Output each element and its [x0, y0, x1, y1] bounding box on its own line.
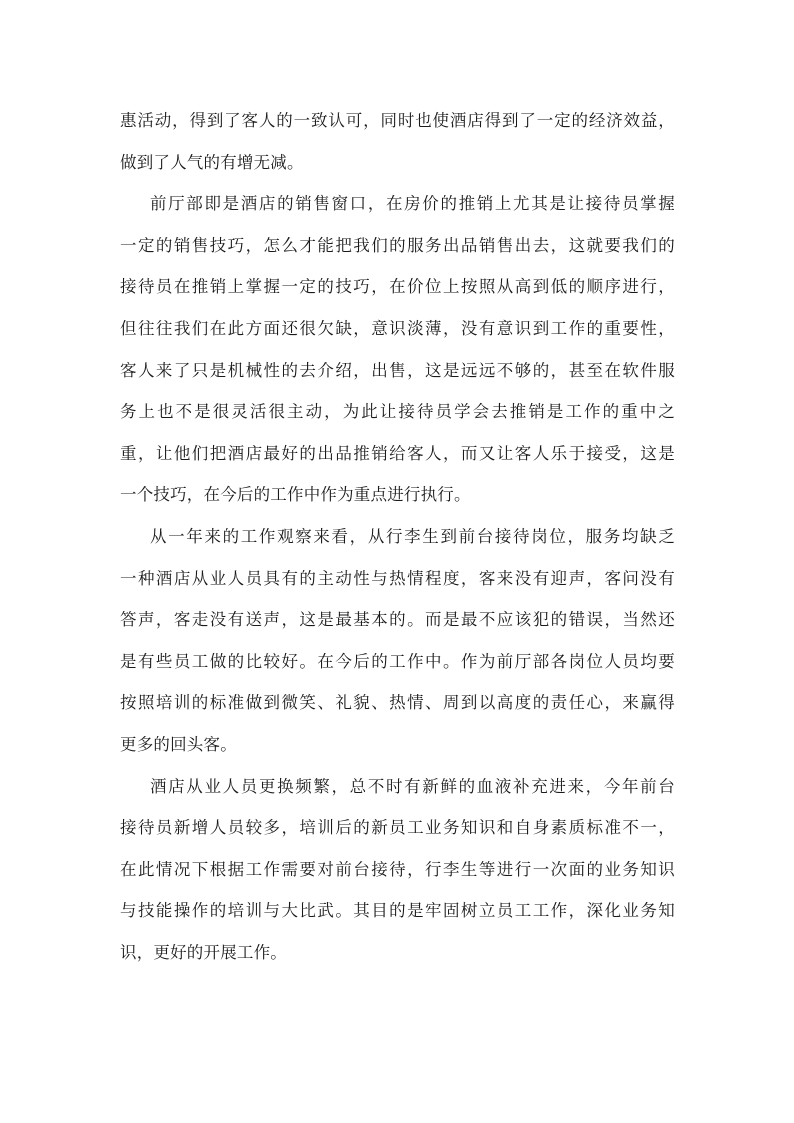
text-line: 识，更好的开展工作。: [120, 942, 287, 962]
text-line: 答声，客走没有送声，这是最基本的。而是最不应该犯的错误，当然还: [120, 610, 675, 630]
body-text: [120, 100, 675, 973]
text-line: 接待员新增人员较多，培训后的新员工业务知识和自身素质标准不一，: [120, 818, 675, 838]
text-line: 但往往我们在此方面还很欠缺，意识淡薄，没有意识到工作的重要性，: [120, 318, 675, 338]
text-line: 做到了人气的有增无减。: [120, 152, 304, 172]
text-line: 与技能操作的培训与大比武。其目的是牢固树立员工工作，深化业务知: [120, 901, 675, 921]
text-line: 一种酒店从业人员具有的主动性与热情程度，客来没有迎声，客问没有: [120, 568, 675, 588]
text-line: 重，让他们把酒店最好的出品推销给客人，而又让客人乐于接受，这是: [120, 443, 675, 463]
text-line: 接待员在推销上掌握一定的技巧，在价位上按照从高到低的顺序进行，: [120, 277, 675, 297]
text-line: 客人来了只是机械性的去介绍，出售，这是远远不够的，甚至在软件服: [120, 360, 675, 380]
text-line: 更多的回头客。: [120, 734, 237, 754]
text-line: 一个技巧，在今后的工作中作为重点进行执行。: [120, 485, 471, 505]
text-line: 在此情况下根据工作需要对前台接待，行李生等进行一次面的业务知识: [120, 859, 675, 879]
text-line: 是有些员工做的比较好。在今后的工作中。作为前厅部各岗位人员均要: [120, 651, 675, 671]
text-line: 惠活动，得到了客人的一致认可，同时也使酒店得到了一定的经济效益，: [120, 111, 675, 130]
text-line: 务上也不是很灵活很主动，为此让接待员学会去推销是工作的重中之: [120, 402, 675, 422]
paragraph-first-line: 前厅部即是酒店的销售窗口，在房价的推销上尤其是让接待员掌握: [150, 194, 675, 214]
paragraph-first-line: 酒店从业人员更换频繁，总不时有新鲜的血液补充进来，今年前台: [150, 776, 675, 796]
paragraph-first-line: 从一年来的工作观察来看，从行李生到前台接待岗位，服务均缺乏: [150, 526, 675, 546]
text-line: 按照培训的标准做到微笑、礼貌、热情、周到以高度的责任心，来赢得: [120, 693, 675, 713]
text-line: 一定的销售技巧，怎么才能把我们的服务出品销售出去，这就要我们的: [120, 235, 675, 255]
